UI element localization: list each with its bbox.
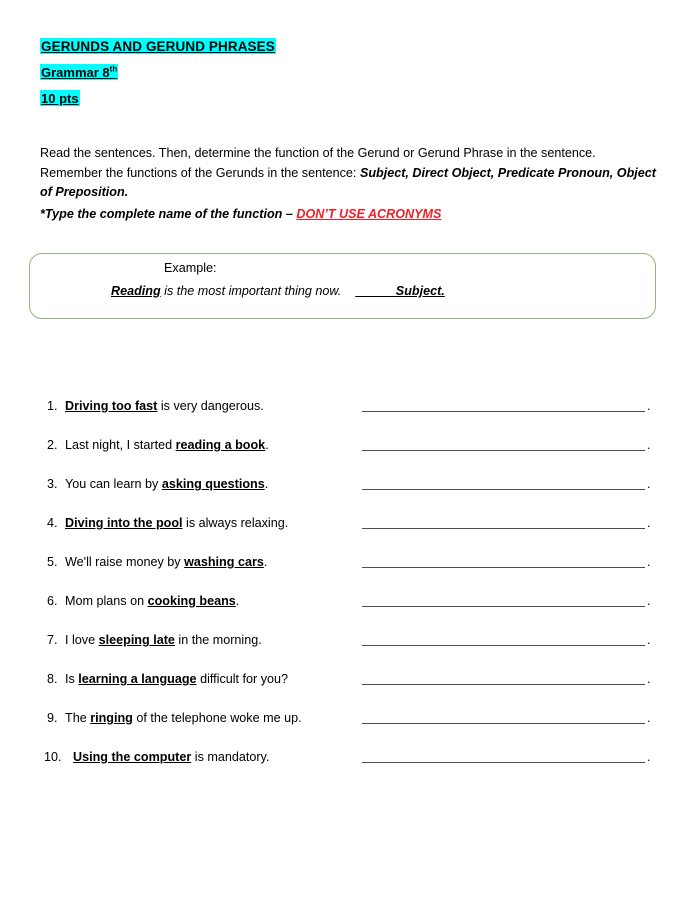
example-answer-text: Subject. [395, 284, 445, 298]
answer-line[interactable] [362, 606, 645, 607]
question-number: 4. [47, 516, 58, 530]
answer-line[interactable] [362, 762, 645, 763]
question-text-after: in the morning. [174, 633, 262, 647]
example-answer-blank [355, 284, 396, 298]
answer-period: . [647, 438, 651, 452]
question-gerund: ringing [90, 711, 133, 725]
answer-line[interactable] [362, 411, 645, 412]
question-text-after: . [265, 438, 269, 452]
question-gerund: reading a book [175, 438, 266, 452]
answer-period: . [647, 555, 651, 569]
question-text [65, 632, 262, 648]
instructions-text: Read the sentences. Then, determine the function of the Gerund or Gerund Phrase in the sentence. Remember the functions of the Gerunds in the sentence: [40, 146, 596, 180]
question-text [65, 398, 264, 414]
question-text [65, 593, 239, 609]
type-note [40, 206, 441, 223]
page-title: GERUNDS AND GERUND PHRASES [41, 39, 275, 54]
question-list [0, 398, 700, 788]
example-gerund: Reading [111, 284, 161, 298]
question-text-before: Is [65, 672, 79, 686]
example-answer [355, 284, 445, 298]
question-gerund: Diving into the pool [65, 516, 183, 530]
instructions-paragraph [40, 144, 660, 203]
answer-period: . [647, 711, 651, 725]
question-gerund: Driving too fast [65, 399, 158, 413]
question-text-before: The [65, 711, 91, 725]
answer-line[interactable] [362, 489, 645, 490]
question-number: 2. [47, 438, 58, 452]
answer-blank[interactable] [362, 554, 652, 570]
acronyms-warning: DON’T USE ACRONYMS [296, 207, 442, 221]
question-row-4 [0, 515, 700, 554]
type-note-text: *Type the complete name of the function – [40, 207, 297, 221]
question-text-before: You can learn by [65, 477, 162, 491]
question-number: 7. [47, 633, 58, 647]
answer-blank[interactable] [362, 749, 652, 765]
answer-blank[interactable] [362, 398, 652, 414]
subject-line [40, 64, 276, 81]
answer-blank[interactable] [362, 515, 652, 531]
question-number: 1. [47, 399, 58, 413]
question-row-2 [0, 437, 700, 476]
question-text-after: of the telephone woke me up. [132, 711, 302, 725]
title-line [40, 38, 276, 55]
answer-blank[interactable] [362, 476, 652, 492]
answer-period: . [647, 633, 651, 647]
question-text-after: is mandatory. [191, 750, 270, 764]
question-text-after: . [264, 477, 269, 491]
question-text-after: . [235, 594, 240, 608]
points-line [40, 90, 276, 107]
question-gerund: cooking beans [147, 594, 236, 608]
example-sentence [111, 284, 445, 298]
answer-period: . [647, 516, 651, 530]
answer-line[interactable] [362, 684, 645, 685]
question-row-6 [0, 593, 700, 632]
question-text [65, 437, 269, 453]
question-gerund: learning a language [78, 672, 197, 686]
answer-line[interactable] [362, 567, 645, 568]
answer-period: . [647, 399, 651, 413]
subject-label [40, 64, 118, 80]
example-label: Example: [164, 261, 217, 275]
question-row-1 [0, 398, 700, 437]
question-row-5 [0, 554, 700, 593]
question-row-7 [0, 632, 700, 671]
question-text-before: Last night, I started [65, 438, 176, 452]
answer-blank[interactable] [362, 710, 652, 726]
question-text [65, 671, 288, 687]
question-number: 10. [44, 750, 62, 764]
question-gerund: asking questions [161, 477, 265, 491]
question-text [65, 710, 302, 726]
answer-period: . [647, 477, 651, 491]
question-row-10 [0, 749, 700, 788]
answer-line[interactable] [362, 723, 645, 724]
question-row-9 [0, 710, 700, 749]
question-text-before: I love [65, 633, 99, 647]
question-row-3 [0, 476, 700, 515]
question-text [65, 476, 268, 492]
answer-line[interactable] [362, 450, 645, 451]
answer-blank[interactable] [362, 437, 652, 453]
points-label: 10 pts [41, 91, 79, 106]
worksheet-header [40, 38, 276, 116]
question-text-after: is always relaxing. [182, 516, 289, 530]
question-text [65, 554, 267, 570]
subject-ordinal-suffix: th [109, 64, 118, 74]
question-number: 6. [47, 594, 58, 608]
subject-text: Grammar 8 [41, 65, 110, 80]
question-gerund: sleeping late [98, 633, 175, 647]
answer-period: . [647, 594, 651, 608]
question-text-after: is very dangerous. [157, 399, 264, 413]
question-number: 3. [47, 477, 58, 491]
answer-line[interactable] [362, 645, 645, 646]
question-row-8 [0, 671, 700, 710]
question-text [65, 515, 288, 531]
answer-line[interactable] [362, 528, 645, 529]
answer-period: . [647, 672, 651, 686]
answer-blank[interactable] [362, 632, 652, 648]
question-text [73, 749, 269, 765]
question-text-after: . [263, 555, 268, 569]
question-number: 9. [47, 711, 58, 725]
example-sentence-rest: is the most important thing now. [160, 284, 342, 298]
question-number: 5. [47, 555, 58, 569]
answer-blank[interactable] [362, 593, 652, 609]
answer-period: . [647, 750, 651, 764]
answer-blank[interactable] [362, 671, 652, 687]
question-number: 8. [47, 672, 58, 686]
question-text-after: difficult for you? [196, 672, 289, 686]
instructions-functions-list: Subject, Direct Object, Predicate Pronoun, Object of Preposition. [40, 165, 656, 199]
question-gerund: washing cars [184, 555, 264, 569]
question-gerund: Using the computer [73, 750, 192, 764]
question-text-before: Mom plans on [65, 594, 148, 608]
question-text-before: We'll raise money by [65, 555, 185, 569]
example-box [29, 253, 656, 319]
